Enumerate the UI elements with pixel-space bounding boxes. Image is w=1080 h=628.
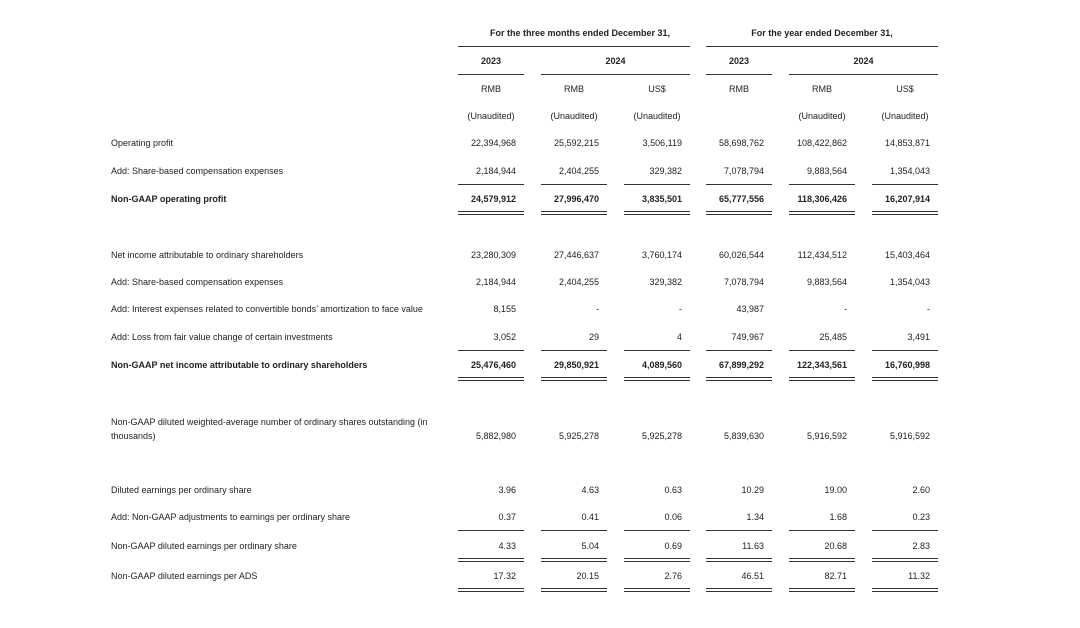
total-rule <box>541 380 607 381</box>
total-rule <box>706 377 772 378</box>
cell-value: 108,422,862 <box>796 138 847 148</box>
total-rule <box>789 211 855 212</box>
total-rule <box>541 377 607 378</box>
cell-value: 29,850,921 <box>553 360 599 370</box>
row-label: Add: Non-GAAP adjustments to earnings per ordinary share <box>111 512 350 522</box>
total-rule <box>706 588 772 589</box>
cell-value: 3,052 <box>493 332 516 342</box>
cell-value: 5,916,592 <box>806 431 847 441</box>
total-rule <box>789 380 855 381</box>
cell-value: 749,967 <box>731 332 764 342</box>
cell-value: 2,184,944 <box>475 277 516 287</box>
header-three-months: For the three months ended December 31, <box>489 28 671 38</box>
total-rule <box>706 558 772 559</box>
total-rule <box>706 561 772 562</box>
cell-value: 65,777,556 <box>718 194 764 204</box>
row-label: Non-GAAP operating profit <box>111 194 227 204</box>
sum-rule <box>789 530 855 531</box>
sum-rule <box>706 530 772 531</box>
cell-value: 3.96 <box>498 485 516 495</box>
total-rule <box>789 591 855 592</box>
cell-value: 23,280,309 <box>470 250 516 260</box>
total-rule <box>624 214 690 215</box>
cell-value: 5.04 <box>581 541 599 551</box>
total-rule <box>624 588 690 589</box>
cell-value: 112,434,512 <box>797 250 847 260</box>
row-label: Add: Share-based compensation expenses <box>111 166 284 176</box>
cell-value: 11.32 <box>908 571 930 581</box>
total-rule <box>624 377 690 378</box>
total-rule <box>789 377 855 378</box>
header-year: For the year ended December 31, <box>751 28 893 38</box>
cell-value: 5,839,630 <box>723 431 764 441</box>
cell-value: 7,078,794 <box>723 277 764 287</box>
total-rule <box>872 377 938 378</box>
cell-value: 122,343,561 <box>796 360 847 370</box>
cell-value: 0.41 <box>581 512 599 522</box>
year-header: 2024 <box>605 56 626 66</box>
cell-value: 8,155 <box>493 304 516 314</box>
cell-value: 27,996,470 <box>553 194 599 204</box>
sum-rule <box>706 350 772 351</box>
total-rule <box>624 561 690 562</box>
cell-value: 29 <box>588 332 599 342</box>
cell-value: 24,579,912 <box>470 194 516 204</box>
cell-value: 43,987 <box>736 304 764 314</box>
year-rule <box>541 74 690 75</box>
total-rule <box>872 211 938 212</box>
audit-header: (Unaudited) <box>550 111 598 121</box>
year-rule <box>458 74 524 75</box>
cell-value: 0.23 <box>912 512 930 522</box>
cell-value: 82.71 <box>824 571 847 581</box>
cell-value: 5,916,592 <box>889 431 930 441</box>
row-label: Non-GAAP diluted earnings per ordinary share <box>111 541 297 551</box>
cell-value: 16,207,914 <box>884 194 930 204</box>
total-rule <box>872 380 938 381</box>
cell-value: 5,882,980 <box>475 431 516 441</box>
sum-rule <box>458 184 524 185</box>
cell-value: 25,476,460 <box>470 360 516 370</box>
cell-value: 9,883,564 <box>806 166 847 176</box>
cell-value: 0.63 <box>664 485 682 495</box>
currency-header: RMB <box>729 84 749 94</box>
total-rule <box>541 558 607 559</box>
sum-rule <box>789 350 855 351</box>
row-label-cont: thousands) <box>111 431 156 441</box>
row-label: Operating profit <box>111 138 174 148</box>
total-rule <box>541 588 607 589</box>
cell-value: 58,698,762 <box>718 138 764 148</box>
cell-value: 20.68 <box>824 541 847 551</box>
total-rule <box>541 591 607 592</box>
total-rule <box>706 591 772 592</box>
cell-value: 1.34 <box>746 512 764 522</box>
year-header: 2023 <box>480 56 502 66</box>
cell-value: 2.83 <box>912 541 930 551</box>
cell-value: - <box>844 304 847 314</box>
cell-value: 2,184,944 <box>475 166 516 176</box>
audit-header: (Unaudited) <box>467 111 515 121</box>
cell-value: 11.63 <box>742 541 764 551</box>
audit-header: (Unaudited) <box>633 111 681 121</box>
sum-rule <box>541 530 607 531</box>
total-rule <box>789 561 855 562</box>
cell-value: 7,078,794 <box>723 166 764 176</box>
header-rule <box>458 46 690 47</box>
cell-value: 329,382 <box>649 277 682 287</box>
audit-header: (Unaudited) <box>881 111 929 121</box>
cell-value: 27,446,637 <box>553 250 599 260</box>
cell-value: 25,592,215 <box>553 138 599 148</box>
sum-rule <box>458 530 524 531</box>
row-label: Net income attributable to ordinary shareholders <box>111 250 304 260</box>
cell-value: 3,760,174 <box>641 250 682 260</box>
cell-value: 46.51 <box>741 571 764 581</box>
cell-value: 2.76 <box>664 571 682 581</box>
cell-value: 329,382 <box>649 166 682 176</box>
total-rule <box>789 588 855 589</box>
cell-value: 14,853,871 <box>884 138 930 148</box>
total-rule <box>541 214 607 215</box>
row-label: Diluted earnings per ordinary share <box>111 485 252 495</box>
cell-value: 118,306,426 <box>797 194 847 204</box>
currency-header: RMB <box>481 84 501 94</box>
currency-header: US$ <box>896 84 914 94</box>
header-rule <box>706 46 938 47</box>
sum-rule <box>872 350 938 351</box>
row-label: Add: Share-based compensation expenses <box>111 277 284 287</box>
sum-rule <box>624 350 690 351</box>
total-rule <box>872 214 938 215</box>
year-header: 2023 <box>728 56 750 66</box>
sum-rule <box>624 530 690 531</box>
cell-value: 9,883,564 <box>806 277 847 287</box>
total-rule <box>872 561 938 562</box>
cell-value: 2,404,255 <box>558 166 599 176</box>
total-rule <box>458 591 524 592</box>
sum-rule <box>872 184 938 185</box>
total-rule <box>541 211 607 212</box>
row-label: Add: Interest expenses related to convertible bonds’ amortization to face value <box>111 304 423 314</box>
total-rule <box>458 214 524 215</box>
row-label: Add: Loss from fair value change of certain investments <box>111 332 333 342</box>
cell-value: 4.33 <box>498 541 516 551</box>
cell-value: 19.00 <box>824 485 847 495</box>
row-label: Non-GAAP diluted weighted-average number of ordinary shares outstanding (in <box>111 417 428 427</box>
total-rule <box>872 591 938 592</box>
total-rule <box>872 558 938 559</box>
total-rule <box>458 377 524 378</box>
sum-rule <box>541 184 607 185</box>
total-rule <box>706 211 772 212</box>
currency-header: US$ <box>648 84 666 94</box>
cell-value: 60,026,544 <box>718 250 764 260</box>
cell-value: - <box>596 304 599 314</box>
sum-rule <box>706 184 772 185</box>
total-rule <box>624 380 690 381</box>
total-rule <box>458 561 524 562</box>
cell-value: 0.37 <box>498 512 516 522</box>
total-rule <box>789 214 855 215</box>
cell-value: 3,835,501 <box>641 194 682 204</box>
cell-value: 16,760,998 <box>884 360 930 370</box>
cell-value: 2,404,255 <box>558 277 599 287</box>
currency-header: RMB <box>564 84 584 94</box>
cell-value: 4 <box>676 332 682 342</box>
cell-value: 20.15 <box>576 571 599 581</box>
cell-value: 1,354,043 <box>889 277 930 287</box>
cell-value: - <box>679 304 682 314</box>
cell-value: 2.60 <box>912 485 930 495</box>
total-rule <box>706 214 772 215</box>
total-rule <box>624 591 690 592</box>
sum-rule <box>789 184 855 185</box>
total-rule <box>872 588 938 589</box>
cell-value: - <box>927 304 930 314</box>
cell-value: 0.69 <box>664 541 682 551</box>
total-rule <box>458 211 524 212</box>
cell-value: 5,925,278 <box>558 431 599 441</box>
cell-value: 3,491 <box>907 332 930 342</box>
cell-value: 67,899,292 <box>718 360 764 370</box>
year-header: 2024 <box>853 56 874 66</box>
cell-value: 0.06 <box>664 512 682 522</box>
cell-value: 22,394,968 <box>470 138 516 148</box>
sum-rule <box>458 350 524 351</box>
cell-value: 17.32 <box>493 571 516 581</box>
total-rule <box>789 558 855 559</box>
cell-value: 5,925,278 <box>641 431 682 441</box>
total-rule <box>624 211 690 212</box>
sum-rule <box>541 350 607 351</box>
row-label: Non-GAAP net income attributable to ordinary shareholders <box>111 360 368 370</box>
total-rule <box>706 380 772 381</box>
cell-value: 25,485 <box>819 332 847 342</box>
row-label: Non-GAAP diluted earnings per ADS <box>111 571 258 581</box>
cell-value: 15,403,464 <box>884 250 930 260</box>
sum-rule <box>624 184 690 185</box>
currency-header: RMB <box>812 84 832 94</box>
cell-value: 4.63 <box>581 485 599 495</box>
sum-rule <box>872 530 938 531</box>
year-rule <box>789 74 938 75</box>
total-rule <box>458 588 524 589</box>
total-rule <box>458 558 524 559</box>
cell-value: 1,354,043 <box>889 166 930 176</box>
cell-value: 4,089,560 <box>641 360 682 370</box>
total-rule <box>541 561 607 562</box>
total-rule <box>624 558 690 559</box>
cell-value: 3,506,119 <box>642 138 682 148</box>
cell-value: 1.68 <box>829 512 847 522</box>
cell-value: 10.29 <box>741 485 764 495</box>
total-rule <box>458 380 524 381</box>
year-rule <box>706 74 772 75</box>
audit-header: (Unaudited) <box>798 111 846 121</box>
